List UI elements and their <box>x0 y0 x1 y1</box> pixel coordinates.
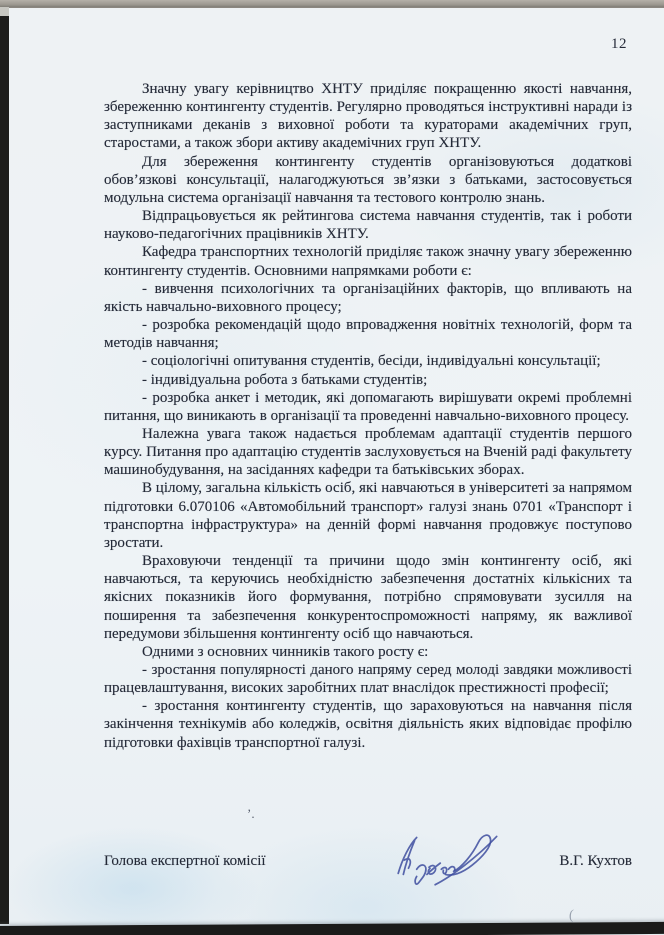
body-paragraph: Одними з основних чинників такого росту є: <box>142 643 429 660</box>
body-paragraph: Відпрацьовується як рейтингова система навчання студентів, так і роботи науково-педагогічних працівників ХНТУ. <box>104 208 632 243</box>
signature-row <box>104 853 632 870</box>
body-list-item: - зростання контингенту студентів, що зараховуються на навчання після закінчення технікумів або коледжів, освітня діяльність яких відповідає профілю підготовки фахівців транспортної галузі. <box>104 698 632 751</box>
stray-paren-mark: ( <box>568 907 575 924</box>
body-list-item: - розробка анкет і методик, які допомагають вирішувати окремі проблемні питання, що виникають в організації та проведенні навчально-виховного процесу. <box>104 389 632 424</box>
body-list-item: - зростання популярності даного напряму серед молоді завдяки можливості працевлаштування, високих заробітних плат внаслідок престижності професії; <box>104 662 632 697</box>
body-list-item: - соціологічні опитування студентів, бесіди, індивідуальні консультації; <box>142 353 601 370</box>
body-paragraph: Враховуючи тенденції та причини щодо змін контингенту осіб, які навчаються, та керуючись необхідністю забезпечення достатніх кількісних та якісних показників його формування, потрібно спрямовувати зусилля на поширення та забезпечення конкурентоспроможності напряму, як важливої передумови збільшення контингенту осіб що навчаються. <box>104 553 632 642</box>
body-paragraph: Значну увагу керівництво ХНТУ приділяє покращенню якості навчання, збереженню контингенту студентів. Регулярно проводяться інструктивні наради із заступниками деканів з виховної роботи та кураторами академічних груп, старостами, а також збори активу академічних груп ХНТУ. <box>104 81 632 152</box>
body-list-item: - вивчення психологічних та організаційних факторів, що впливають на якість навчально-виховного процесу; <box>104 280 632 315</box>
scan-edge-bottom <box>0 922 664 935</box>
signature-label: Голова експертної комісії <box>104 853 266 869</box>
handwritten-signature-icon <box>390 828 508 888</box>
scan-edge-left-gap <box>0 7 9 16</box>
body-paragraph: Належна увага також надається проблемам адаптації студентів першого курсу. Питання про адаптацію студентів заслуховується на Вченій раді факультету машинобудування, на засіданнях кафедри та батьківських зборах. <box>104 425 632 479</box>
body-paragraph: В цілому, загальна кількість осіб, які навчаються в університеті за напрямом підготовки 6.070106 «Автомобільний транспорт» галузі знань 0701 «Транспорт і транспортна інфраструктура» на денній формі навчання продовжує поступово зростати. <box>104 480 632 551</box>
body-list-item: - індивідуальна робота з батьками студентів; <box>142 371 428 388</box>
stray-pen-mark: ’. <box>247 806 255 821</box>
signature-name: В.Г. Кухтов <box>559 853 632 869</box>
scan-edge-left <box>0 16 9 924</box>
body-list-item: - розробка рекомендацій щодо впровадження новітніх технологій, форм та методів навчання; <box>104 317 632 352</box>
document-body <box>104 80 632 752</box>
body-paragraph: Для збереження контингенту студентів організовуються додаткові обов’язкові консультації, налагоджуються зв’язки з батьками, застосовується модульна система організації навчання та тестового контролю знань. <box>104 153 632 206</box>
page-number: 12 <box>611 36 627 52</box>
scan-edge-top <box>0 0 664 8</box>
body-paragraph: Кафедра транспортних технологій приділяє також значну увагу збереженню контингенту студентів. Основними напрямками роботи є: <box>104 244 632 279</box>
